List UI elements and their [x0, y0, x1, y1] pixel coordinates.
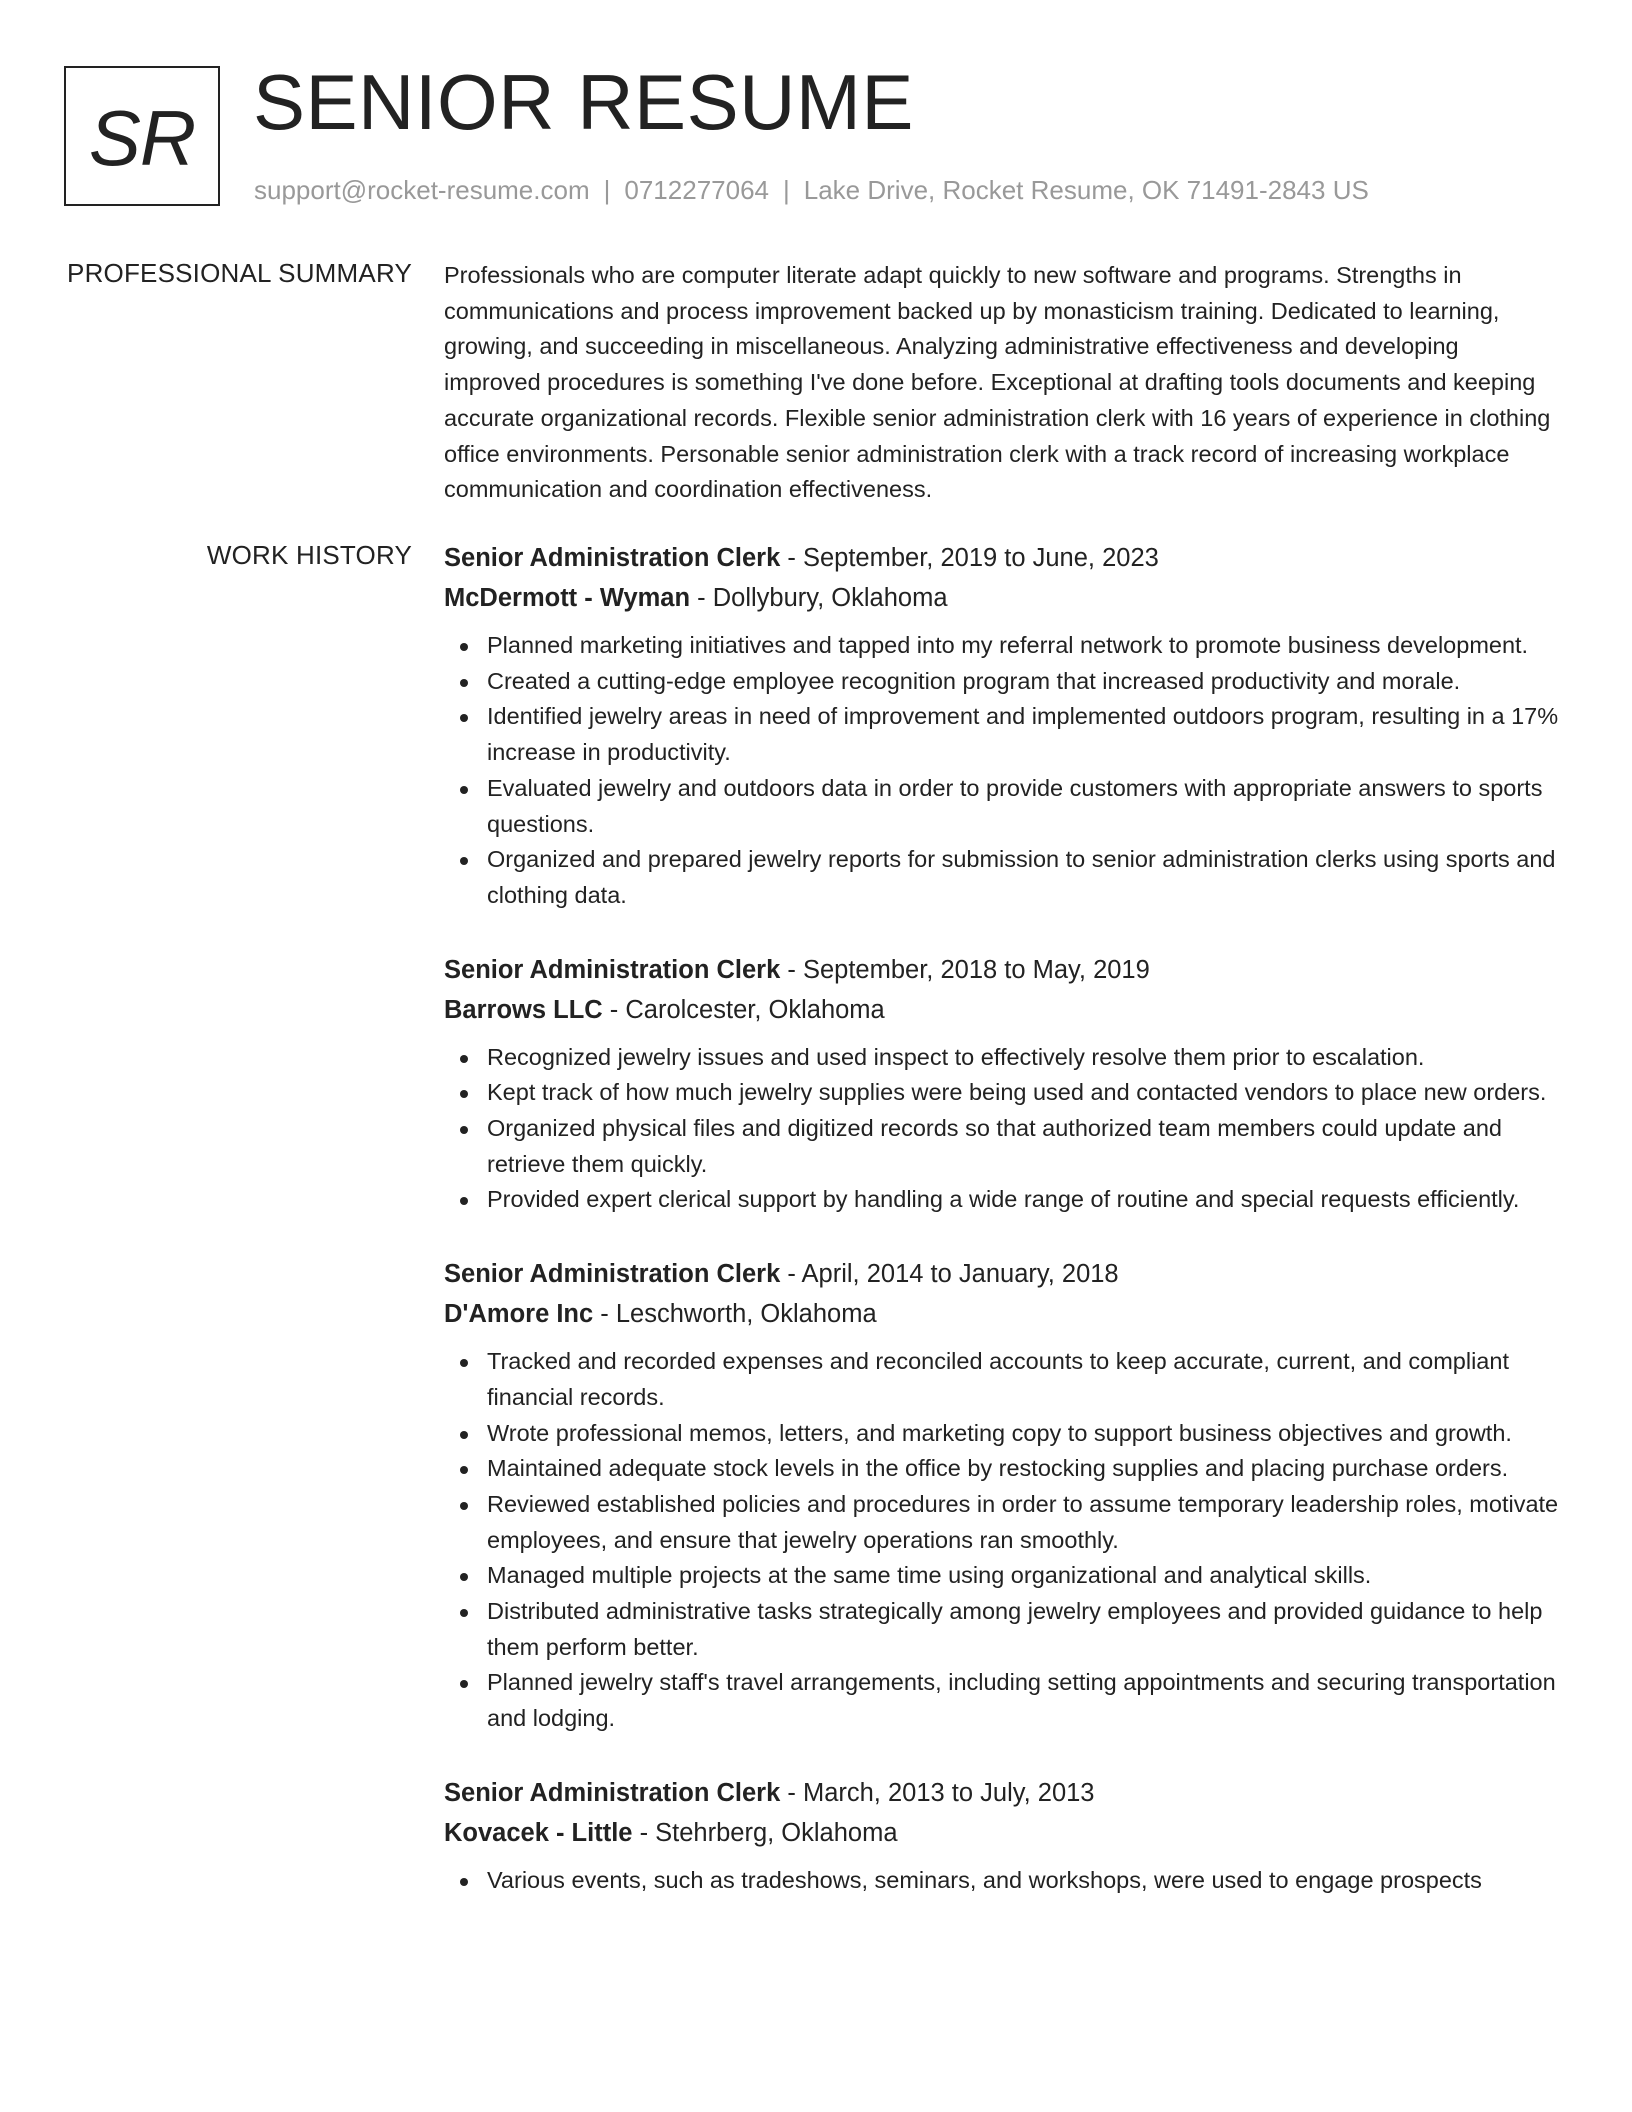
summary-heading: PROFESSIONAL SUMMARY: [67, 258, 412, 288]
job-title: Senior Administration Clerk: [444, 544, 781, 572]
job-bullet: [444, 628, 1560, 664]
job-bullet-list: [444, 1344, 1560, 1737]
job-entry: [444, 1773, 1560, 1899]
job-bullet-list: [444, 1040, 1560, 1219]
job-dates: March, 2013 to July, 2013: [802, 1778, 1095, 1807]
contact-separator: |: [603, 175, 611, 205]
job-company-line: [444, 990, 1560, 1030]
dash-separator: -: [780, 955, 803, 984]
job-bullet-list: [444, 1863, 1560, 1899]
contact-line: [254, 174, 1369, 206]
job-bullet: [444, 699, 1560, 770]
job-dates: September, 2019 to June, 2023: [802, 544, 1159, 572]
job-bullet-text: Organized and prepared jewelry reports for submission to senior administration clerks using sports and clothing data.: [487, 846, 1556, 908]
job-company: Kovacek - Little: [444, 1818, 633, 1847]
bullet-dot-icon: [460, 857, 468, 865]
job-bullet-text: Tracked and recorded expenses and reconciled accounts to keep accurate, current, and compliant financial records.: [487, 1348, 1509, 1410]
bullet-dot-icon: [460, 1466, 468, 1474]
job-title: Senior Administration Clerk: [444, 1260, 781, 1289]
job-bullet-text: Kept track of how much jewelry supplies were being used and contacted vendors to place new orders.: [487, 1079, 1547, 1106]
resume-title: SENIOR RESUME: [253, 58, 914, 146]
job-bullet: [444, 1487, 1560, 1558]
job-bullet: [444, 1863, 1560, 1899]
bullet-dot-icon: [460, 1502, 468, 1510]
job-company: D'Amore Inc: [444, 1300, 594, 1329]
dash-separator: -: [690, 584, 713, 612]
contact-phone: 0712277064: [624, 175, 769, 205]
bullet-dot-icon: [460, 714, 468, 722]
job-bullet: [444, 1416, 1560, 1452]
job-bullet: [444, 1665, 1560, 1736]
job-bullet: [444, 1344, 1560, 1415]
job-title-line: [444, 1773, 1560, 1813]
job-dates: April, 2014 to January, 2018: [801, 1260, 1119, 1289]
dash-separator: -: [602, 995, 626, 1024]
monogram-box: [64, 66, 220, 206]
summary-text: Professionals who are computer literate adapt quickly to new software and programs. Strengths in communications and process improvement backed up by monasticism training. Dedicated to learning, growing, and succeeding in miscellaneous. Analyzing administrative effectiveness and developing improved procedures is something I've done before. Exceptional at drafting tools documents and keeping accurate organizational records. Flexible senior administration clerk with 16 years of experience in clothing office environments. Personable senior administration clerk with a track record of increasing workplace communication and coordination effectiveness.: [444, 262, 1551, 503]
job-bullet-text: Provided expert clerical support by handling a wide range of routine and special requests efficiently.: [487, 1186, 1520, 1213]
job-bullet-text: Evaluated jewelry and outdoors data in order to provide customers with appropriate answers to sports questions.: [487, 774, 1543, 837]
work-history-heading: WORK HISTORY: [206, 540, 412, 570]
job-title-line: [444, 950, 1560, 990]
job-bullet-text: Various events, such as tradeshows, seminars, and workshops, were used to engage prospects: [487, 1866, 1482, 1893]
bullet-dot-icon: [460, 1431, 468, 1439]
bullet-dot-icon: [460, 786, 468, 794]
dash-separator: -: [780, 544, 803, 572]
monogram-initials: SR: [88, 94, 196, 182]
job-bullet-text: Wrote professional memos, letters, and marketing copy to support business objectives and growth.: [487, 1419, 1512, 1446]
bullet-dot-icon: [460, 1878, 468, 1886]
job-company-line: [444, 1813, 1560, 1853]
bullet-dot-icon: [460, 1055, 468, 1063]
job-bullet-text: Maintained adequate stock levels in the office by restocking supplies and placing purchase orders.: [487, 1455, 1509, 1482]
job-bullet-text: Distributed administrative tasks strategically among jewelry employees and provided guidance to help them perform better.: [487, 1598, 1543, 1660]
job-bullet: [444, 664, 1560, 700]
job-bullet: [444, 1111, 1560, 1182]
job-bullet-text: Planned jewelry staff's travel arrangements, including setting appointments and securing transportation and lodging.: [487, 1669, 1556, 1732]
job-bullet: [444, 1040, 1560, 1076]
job-company-line: [444, 1294, 1560, 1334]
dash-separator: -: [632, 1818, 656, 1847]
job-entry: [444, 538, 1560, 914]
contact-separator: |: [783, 175, 790, 205]
job-location: Carolcester, Oklahoma: [625, 995, 885, 1024]
job-bullet: [444, 771, 1560, 842]
job-entry: [444, 1254, 1560, 1737]
job-bullet-text: Managed multiple projects at the same time using organizational and analytical skills.: [487, 1562, 1372, 1589]
job-bullet-list: [444, 628, 1560, 914]
contact-email: support@rocket-resume.com: [254, 175, 590, 205]
bullet-dot-icon: [460, 1359, 468, 1367]
job-bullet: [444, 1451, 1560, 1487]
work-history-body: [444, 538, 1560, 1935]
bullet-dot-icon: [460, 1573, 468, 1581]
bullet-dot-icon: [460, 1197, 468, 1205]
job-bullet: [444, 1594, 1560, 1665]
job-company: McDermott - Wyman: [444, 584, 691, 612]
job-bullet-text: Organized physical files and digitized records so that authorized team members could update and retrieve them quickly.: [487, 1115, 1502, 1177]
bullet-dot-icon: [460, 1609, 468, 1617]
job-title-line: [444, 538, 1560, 578]
bullet-dot-icon: [460, 1090, 468, 1098]
contact-address: Lake Drive, Rocket Resume, OK 71491-2843 US: [803, 175, 1369, 205]
job-bullet-text: Reviewed established policies and procedures in order to assume temporary leadership roles, motivate employees, and ensure that jewelry operations ran smoothly.: [487, 1490, 1559, 1553]
job-bullet: [444, 1075, 1560, 1111]
job-dates: September, 2018 to May, 2019: [802, 955, 1150, 984]
bullet-dot-icon: [460, 1680, 468, 1688]
job-company: Barrows LLC: [444, 995, 603, 1024]
job-company-line: [444, 578, 1560, 618]
job-location: Stehrberg, Oklahoma: [655, 1818, 898, 1847]
job-bullet: [444, 842, 1560, 913]
bullet-dot-icon: [460, 679, 468, 687]
job-bullet: [444, 1558, 1560, 1594]
job-location: Leschworth, Oklahoma: [615, 1300, 877, 1329]
job-bullet-text: Recognized jewelry issues and used inspect to effectively resolve them prior to escalation.: [487, 1043, 1425, 1070]
dash-separator: -: [593, 1300, 616, 1329]
job-title: Senior Administration Clerk: [444, 955, 781, 984]
bullet-dot-icon: [460, 1126, 468, 1134]
job-bullet-text: Identified jewelry areas in need of improvement and implemented outdoors program, resulting in a 17% increase in productivity.: [487, 703, 1559, 766]
job-bullet-text: Created a cutting-edge employee recognition program that increased productivity and morale.: [487, 667, 1461, 694]
summary-body: [444, 258, 1560, 508]
job-bullet-text: Planned marketing initiatives and tapped into my referral network to promote business development.: [487, 632, 1529, 658]
job-title-line: [444, 1254, 1560, 1294]
job-title: Senior Administration Clerk: [444, 1778, 781, 1807]
dash-separator: -: [780, 1260, 802, 1289]
bullet-dot-icon: [460, 643, 468, 651]
job-location: Dollybury, Oklahoma: [712, 584, 948, 612]
job-bullet: [444, 1182, 1560, 1218]
dash-separator: -: [780, 1778, 803, 1807]
job-entry: [444, 950, 1560, 1219]
